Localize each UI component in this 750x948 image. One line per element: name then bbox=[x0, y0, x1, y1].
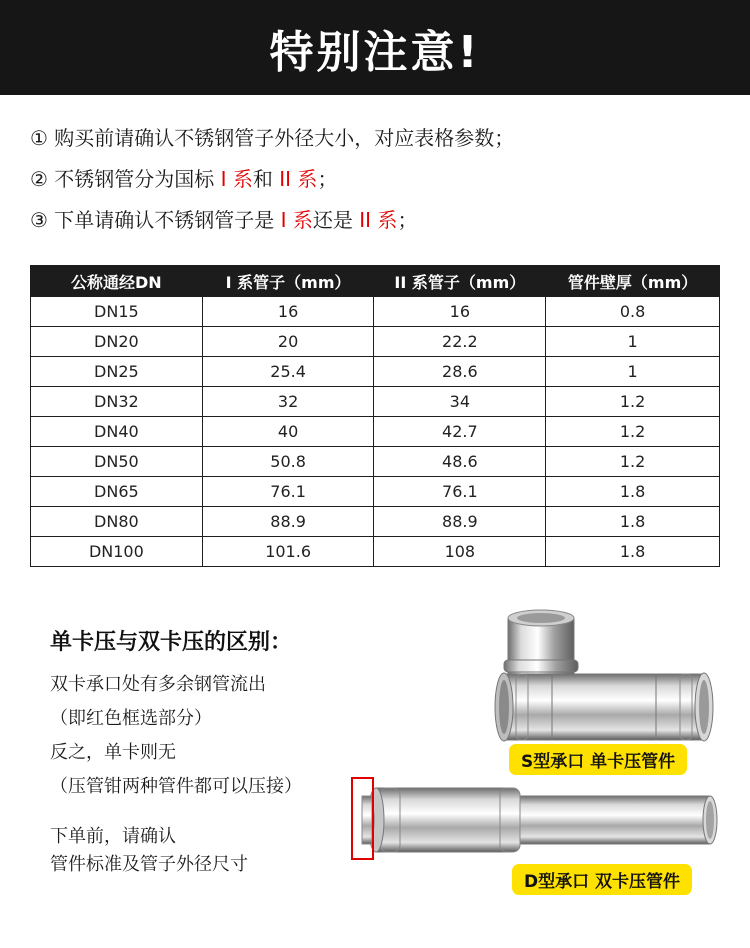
difference-line-1: 双卡承口处有多余钢管流出 bbox=[50, 674, 266, 695]
table-cell: 1.2 bbox=[546, 447, 720, 477]
header-series-2: II 系管子（mm） bbox=[374, 266, 546, 297]
table-cell: 101.6 bbox=[202, 537, 374, 567]
table-cell: 20 bbox=[202, 327, 374, 357]
table-cell: DN25 bbox=[31, 357, 203, 387]
table-cell: 1.8 bbox=[546, 477, 720, 507]
table-cell: 1 bbox=[546, 327, 720, 357]
difference-line-2: （即红色框选部分） bbox=[50, 708, 212, 729]
table-cell: 1 bbox=[546, 357, 720, 387]
difference-line-4: （压管钳两种管件都可以压接） bbox=[50, 776, 302, 797]
table-cell: 34 bbox=[374, 387, 546, 417]
table-header-row bbox=[31, 266, 720, 297]
table-cell: 1.8 bbox=[546, 537, 720, 567]
note-3-mid: 还是 bbox=[312, 208, 360, 232]
difference-line-6: 管件标准及管子外径尺寸 bbox=[50, 854, 248, 875]
table-cell: DN20 bbox=[31, 327, 203, 357]
note-2-prefix: ② 不锈钢管分为国标 bbox=[30, 167, 221, 191]
header-wall-thickness: 管件壁厚（mm） bbox=[546, 266, 720, 297]
table-row bbox=[31, 507, 720, 537]
pipe-size-table bbox=[30, 265, 720, 567]
table-cell: 16 bbox=[374, 297, 546, 327]
table-cell: 1.8 bbox=[546, 507, 720, 537]
table-row bbox=[31, 387, 720, 417]
table-cell: 1.2 bbox=[546, 387, 720, 417]
table-row bbox=[31, 357, 720, 387]
table-cell: DN40 bbox=[31, 417, 203, 447]
table-cell: 25.4 bbox=[202, 357, 374, 387]
table-cell: 40 bbox=[202, 417, 374, 447]
note-1 bbox=[30, 128, 514, 148]
table-cell: DN80 bbox=[31, 507, 203, 537]
header-dn: 公称通经DN bbox=[31, 266, 203, 297]
table-cell: DN32 bbox=[31, 387, 203, 417]
table-cell: 76.1 bbox=[374, 477, 546, 507]
table-cell: 76.1 bbox=[202, 477, 374, 507]
note-3-series-1: I 系 bbox=[280, 208, 313, 232]
table-row bbox=[31, 297, 720, 327]
note-2-series-2: II 系 bbox=[279, 167, 318, 191]
d-type-label: D型承口 双卡压管件 bbox=[512, 864, 692, 895]
d-type-fitting bbox=[362, 788, 717, 852]
table-cell: 1.2 bbox=[546, 417, 720, 447]
table-cell: DN50 bbox=[31, 447, 203, 477]
table-cell: DN100 bbox=[31, 537, 203, 567]
table-cell: DN15 bbox=[31, 297, 203, 327]
table-cell: 32 bbox=[202, 387, 374, 417]
note-3 bbox=[30, 210, 514, 230]
table-cell: 16 bbox=[202, 297, 374, 327]
table-cell: 42.7 bbox=[374, 417, 546, 447]
header-series-1: I 系管子（mm） bbox=[202, 266, 374, 297]
table-cell: 88.9 bbox=[202, 507, 374, 537]
s-type-label: S型承口 单卡压管件 bbox=[509, 744, 687, 775]
note-2-series-1: I 系 bbox=[220, 167, 253, 191]
title-banner bbox=[0, 0, 750, 95]
table-cell: 0.8 bbox=[546, 297, 720, 327]
note-2-suffix: ； bbox=[317, 167, 338, 191]
table-cell: 88.9 bbox=[374, 507, 546, 537]
note-3-series-2: II 系 bbox=[359, 208, 398, 232]
table-row bbox=[31, 537, 720, 567]
difference-line-5: 下单前，请确认 bbox=[50, 826, 176, 847]
table-row bbox=[31, 447, 720, 477]
note-1-text: ① 购买前请确认不锈钢管子外径大小，对应表格参数； bbox=[30, 126, 515, 150]
table-cell: 28.6 bbox=[374, 357, 546, 387]
table-row bbox=[31, 417, 720, 447]
table-cell: 22.2 bbox=[374, 327, 546, 357]
table-cell: 50.8 bbox=[202, 447, 374, 477]
note-3-suffix: ； bbox=[397, 208, 418, 232]
note-3-prefix: ③ 下单请确认不锈钢管子是 bbox=[30, 208, 281, 232]
table-cell: 108 bbox=[374, 537, 546, 567]
note-2 bbox=[30, 169, 514, 189]
note-2-mid: 和 bbox=[252, 167, 280, 191]
s-type-tee-fitting bbox=[495, 610, 713, 742]
difference-title: 单卡压与双卡压的区别： bbox=[50, 630, 293, 655]
page-title: 特别注意! bbox=[269, 26, 481, 78]
table-row bbox=[31, 477, 720, 507]
difference-line-3: 反之，单卡则无 bbox=[50, 742, 176, 763]
notes-list bbox=[30, 128, 514, 251]
table-row bbox=[31, 327, 720, 357]
table-cell: DN65 bbox=[31, 477, 203, 507]
table-cell: 48.6 bbox=[374, 447, 546, 477]
